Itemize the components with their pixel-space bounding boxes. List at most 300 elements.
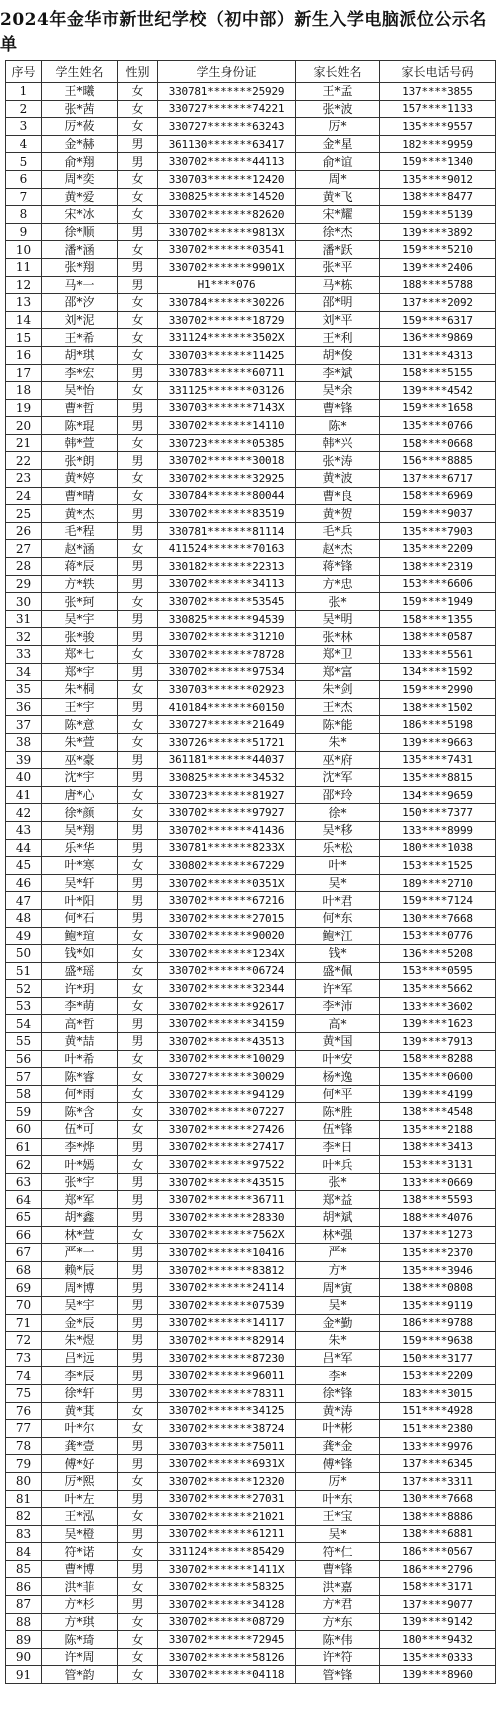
student-name: 叶*左 <box>42 1490 118 1508</box>
parent-name: 吴*余 <box>296 382 380 400</box>
student-id: 330784*******80044 <box>158 487 296 505</box>
table-row <box>6 188 496 206</box>
gender: 女 <box>118 83 158 101</box>
parent-name: 马*栋 <box>296 276 380 294</box>
header-index: 序号 <box>6 61 42 83</box>
row-index: 62 <box>6 1156 42 1174</box>
gender: 男 <box>118 874 158 892</box>
table-row <box>6 821 496 839</box>
student-name: 吴*宇 <box>42 610 118 628</box>
gender: 男 <box>118 1525 158 1543</box>
parent-phone: 135****0333 <box>380 1648 496 1666</box>
student-id: 330702*******43513 <box>158 1033 296 1051</box>
row-index: 24 <box>6 487 42 505</box>
parent-name: 郑*富 <box>296 663 380 681</box>
student-name: 周*博 <box>42 1279 118 1297</box>
row-index: 50 <box>6 945 42 963</box>
student-name: 厉*莜 <box>42 118 118 136</box>
parent-phone: 186****5198 <box>380 716 496 734</box>
parent-phone: 133****9976 <box>380 1437 496 1455</box>
parent-phone: 131****4313 <box>380 346 496 364</box>
student-name: 叶*阳 <box>42 892 118 910</box>
row-index: 10 <box>6 241 42 259</box>
row-index: 37 <box>6 716 42 734</box>
parent-phone: 159****5210 <box>380 241 496 259</box>
parent-name: 方* <box>296 1261 380 1279</box>
parent-phone: 186****2796 <box>380 1560 496 1578</box>
student-id: 330702*******96011 <box>158 1367 296 1385</box>
gender: 男 <box>118 505 158 523</box>
student-id: 330783*******60711 <box>158 364 296 382</box>
gender: 男 <box>118 417 158 435</box>
student-name: 严*一 <box>42 1244 118 1262</box>
row-index: 44 <box>6 839 42 857</box>
table-row <box>6 1525 496 1543</box>
row-index: 31 <box>6 610 42 628</box>
parent-name: 徐* <box>296 804 380 822</box>
student-name: 陈*琦 <box>42 1631 118 1649</box>
student-name: 陈*琨 <box>42 417 118 435</box>
gender: 男 <box>118 1296 158 1314</box>
row-index: 59 <box>6 1103 42 1121</box>
row-index: 53 <box>6 997 42 1015</box>
student-id: 411524*******70163 <box>158 540 296 558</box>
parent-name: 方*东 <box>296 1613 380 1631</box>
table-row <box>6 1226 496 1244</box>
table-row <box>6 945 496 963</box>
gender: 男 <box>118 1015 158 1033</box>
student-name: 朱*煜 <box>42 1332 118 1350</box>
parent-phone: 134****1592 <box>380 663 496 681</box>
parent-phone: 138****0808 <box>380 1279 496 1297</box>
table-row <box>6 1209 496 1227</box>
parent-phone: 139****4542 <box>380 382 496 400</box>
student-id: 330702*******58325 <box>158 1578 296 1596</box>
student-name: 傅*好 <box>42 1455 118 1473</box>
student-id: 330702*******58126 <box>158 1648 296 1666</box>
student-id: 330702*******14110 <box>158 417 296 435</box>
gender: 女 <box>118 206 158 224</box>
gender: 女 <box>118 1068 158 1086</box>
student-id: 330702*******97927 <box>158 804 296 822</box>
row-index: 61 <box>6 1138 42 1156</box>
parent-name: 王*杰 <box>296 698 380 716</box>
student-name: 郑*军 <box>42 1191 118 1209</box>
gender: 男 <box>118 1244 158 1262</box>
table-row <box>6 1033 496 1051</box>
parent-phone: 133****3602 <box>380 997 496 1015</box>
table-row <box>6 1666 496 1684</box>
row-index: 39 <box>6 751 42 769</box>
row-index: 55 <box>6 1033 42 1051</box>
student-id: 330702*******87230 <box>158 1349 296 1367</box>
student-name: 朱*桐 <box>42 681 118 699</box>
parent-name: 乐*松 <box>296 839 380 857</box>
row-index: 69 <box>6 1279 42 1297</box>
student-name: 黄*婷 <box>42 470 118 488</box>
parent-name: 陈*胜 <box>296 1103 380 1121</box>
gender: 女 <box>118 434 158 452</box>
table-row <box>6 786 496 804</box>
gender: 女 <box>118 980 158 998</box>
row-index: 76 <box>6 1402 42 1420</box>
gender: 女 <box>118 170 158 188</box>
row-index: 82 <box>6 1508 42 1526</box>
student-name: 方*琪 <box>42 1613 118 1631</box>
student-id: 330702*******97534 <box>158 663 296 681</box>
table-row <box>6 1121 496 1139</box>
row-index: 42 <box>6 804 42 822</box>
gender: 男 <box>118 610 158 628</box>
student-id: 330702*******27015 <box>158 909 296 927</box>
parent-name: 许*军 <box>296 980 380 998</box>
header-parent-phone: 家长电话号码 <box>380 61 496 83</box>
gender: 女 <box>118 1648 158 1666</box>
parent-name: 邵*玲 <box>296 786 380 804</box>
student-id: 330723*******05385 <box>158 434 296 452</box>
gender: 女 <box>118 311 158 329</box>
parent-phone: 136****5208 <box>380 945 496 963</box>
gender: 男 <box>118 909 158 927</box>
table-row <box>6 980 496 998</box>
parent-name: 叶*东 <box>296 1490 380 1508</box>
parent-name: 赵*杰 <box>296 540 380 558</box>
parent-name: 高* <box>296 1015 380 1033</box>
table-row <box>6 329 496 347</box>
row-index: 90 <box>6 1648 42 1666</box>
student-id: 330702*******21021 <box>158 1508 296 1526</box>
parent-phone: 159****1949 <box>380 593 496 611</box>
row-index: 22 <box>6 452 42 470</box>
parent-name: 王*孟 <box>296 83 380 101</box>
gender: 女 <box>118 382 158 400</box>
parent-name: 朱*剑 <box>296 681 380 699</box>
parent-name: 钱* <box>296 945 380 963</box>
parent-name: 张*涛 <box>296 452 380 470</box>
student-name: 方*杉 <box>42 1596 118 1614</box>
gender: 男 <box>118 1437 158 1455</box>
parent-name: 叶*兵 <box>296 1156 380 1174</box>
header-student-name: 学生姓名 <box>42 61 118 83</box>
student-name: 王*泓 <box>42 1508 118 1526</box>
student-name: 胡*鑫 <box>42 1209 118 1227</box>
parent-name: 严* <box>296 1244 380 1262</box>
row-index: 29 <box>6 575 42 593</box>
gender: 女 <box>118 733 158 751</box>
parent-name: 王*宝 <box>296 1508 380 1526</box>
gender: 女 <box>118 1420 158 1438</box>
parent-name: 叶*君 <box>296 892 380 910</box>
student-id: 330702*******67216 <box>158 892 296 910</box>
table-row <box>6 505 496 523</box>
gender: 男 <box>118 839 158 857</box>
row-index: 45 <box>6 857 42 875</box>
parent-phone: 159****2990 <box>380 681 496 699</box>
parent-phone: 188****4076 <box>380 1209 496 1227</box>
student-id: 330703*******12420 <box>158 170 296 188</box>
parent-name: 郑*益 <box>296 1191 380 1209</box>
row-index: 71 <box>6 1314 42 1332</box>
parent-phone: 135****8815 <box>380 769 496 787</box>
parent-phone: 138****8477 <box>380 188 496 206</box>
table-row <box>6 206 496 224</box>
student-name: 胡*琪 <box>42 346 118 364</box>
gender: 女 <box>118 716 158 734</box>
table-row <box>6 487 496 505</box>
gender: 男 <box>118 452 158 470</box>
gender: 女 <box>118 997 158 1015</box>
student-name: 徐*轩 <box>42 1384 118 1402</box>
table-row <box>6 223 496 241</box>
student-name: 沈*宇 <box>42 769 118 787</box>
parent-phone: 139****8960 <box>380 1666 496 1684</box>
row-index: 54 <box>6 1015 42 1033</box>
gender: 男 <box>118 1349 158 1367</box>
parent-name: 黄*飞 <box>296 188 380 206</box>
row-index: 88 <box>6 1613 42 1631</box>
parent-name: 徐*锋 <box>296 1384 380 1402</box>
student-id: 330702*******82914 <box>158 1332 296 1350</box>
table-body <box>6 83 496 1684</box>
student-id: 330702*******1234X <box>158 945 296 963</box>
table-row <box>6 83 496 101</box>
student-name: 厉*熙 <box>42 1472 118 1490</box>
row-index: 89 <box>6 1631 42 1649</box>
student-id: 330702*******27426 <box>158 1121 296 1139</box>
student-name: 吕*远 <box>42 1349 118 1367</box>
gender: 女 <box>118 294 158 312</box>
parent-name: 黄*涛 <box>296 1402 380 1420</box>
gender: 女 <box>118 1050 158 1068</box>
table-row <box>6 1472 496 1490</box>
gender: 男 <box>118 1261 158 1279</box>
parent-phone: 188****5788 <box>380 276 496 294</box>
student-id: 330702*******14117 <box>158 1314 296 1332</box>
student-name: 张*茜 <box>42 100 118 118</box>
student-id: 330702*******53545 <box>158 593 296 611</box>
row-index: 21 <box>6 434 42 452</box>
row-index: 38 <box>6 733 42 751</box>
student-id: 330702*******90020 <box>158 927 296 945</box>
parent-name: 朱* <box>296 733 380 751</box>
student-id: 330702*******34128 <box>158 1596 296 1614</box>
parent-name: 刘*平 <box>296 311 380 329</box>
row-index: 14 <box>6 311 42 329</box>
parent-phone: 139****9142 <box>380 1613 496 1631</box>
gender: 女 <box>118 470 158 488</box>
student-name: 叶*寒 <box>42 857 118 875</box>
parent-name: 傅*锋 <box>296 1455 380 1473</box>
student-name: 何*雨 <box>42 1085 118 1103</box>
parent-name: 李*沛 <box>296 997 380 1015</box>
parent-phone: 139****1623 <box>380 1015 496 1033</box>
student-name: 盛*瑶 <box>42 962 118 980</box>
gender: 女 <box>118 540 158 558</box>
row-index: 4 <box>6 135 42 153</box>
row-index: 27 <box>6 540 42 558</box>
student-name: 蒋*辰 <box>42 558 118 576</box>
table-row <box>6 874 496 892</box>
student-id: 330825*******14520 <box>158 188 296 206</box>
student-name: 许*周 <box>42 1648 118 1666</box>
parent-name: 叶* <box>296 857 380 875</box>
table-row <box>6 364 496 382</box>
row-index: 80 <box>6 1472 42 1490</box>
student-id: 330702*******07227 <box>158 1103 296 1121</box>
parent-phone: 135****7903 <box>380 522 496 540</box>
row-index: 83 <box>6 1525 42 1543</box>
table-row <box>6 610 496 628</box>
student-name: 唐*心 <box>42 786 118 804</box>
parent-name: 曹*锋 <box>296 1560 380 1578</box>
parent-phone: 180****9432 <box>380 1631 496 1649</box>
row-index: 47 <box>6 892 42 910</box>
table-row <box>6 628 496 646</box>
row-index: 13 <box>6 294 42 312</box>
parent-phone: 139****7913 <box>380 1033 496 1051</box>
student-id: 330802*******67229 <box>158 857 296 875</box>
row-index: 74 <box>6 1367 42 1385</box>
table-row <box>6 276 496 294</box>
table-row <box>6 698 496 716</box>
parent-phone: 186****9788 <box>380 1314 496 1332</box>
table-row <box>6 258 496 276</box>
parent-phone: 135****5662 <box>380 980 496 998</box>
parent-phone: 135****0766 <box>380 417 496 435</box>
row-index: 43 <box>6 821 42 839</box>
gender: 男 <box>118 1033 158 1051</box>
parent-name: 周*寅 <box>296 1279 380 1297</box>
row-index: 20 <box>6 417 42 435</box>
table-row <box>6 716 496 734</box>
student-name: 潘*涵 <box>42 241 118 259</box>
table-row <box>6 399 496 417</box>
table-row <box>6 1261 496 1279</box>
table-row <box>6 1349 496 1367</box>
student-id: 330702*******30018 <box>158 452 296 470</box>
table-row <box>6 1578 496 1596</box>
gender: 女 <box>118 1613 158 1631</box>
gender: 男 <box>118 698 158 716</box>
parent-phone: 134****9659 <box>380 786 496 804</box>
row-index: 63 <box>6 1173 42 1191</box>
header-parent-name: 家长姓名 <box>296 61 380 83</box>
row-index: 73 <box>6 1349 42 1367</box>
parent-name: 符*仁 <box>296 1543 380 1561</box>
table-row <box>6 100 496 118</box>
table-row <box>6 346 496 364</box>
parent-phone: 180****1038 <box>380 839 496 857</box>
parent-name: 李*日 <box>296 1138 380 1156</box>
gender: 女 <box>118 241 158 259</box>
table-row <box>6 1596 496 1614</box>
student-name: 乐*华 <box>42 839 118 857</box>
student-id: 330702*******34125 <box>158 1402 296 1420</box>
parent-name: 林*强 <box>296 1226 380 1244</box>
table-row <box>6 1015 496 1033</box>
row-index: 34 <box>6 663 42 681</box>
student-name: 周*奕 <box>42 170 118 188</box>
parent-name: 沈*军 <box>296 769 380 787</box>
student-name: 吴*宇 <box>42 1296 118 1314</box>
student-id: 330703*******11425 <box>158 346 296 364</box>
gender: 女 <box>118 1543 158 1561</box>
student-name: 黄*杰 <box>42 505 118 523</box>
parent-phone: 151****4928 <box>380 1402 496 1420</box>
table-row <box>6 892 496 910</box>
table-row <box>6 135 496 153</box>
table-row <box>6 962 496 980</box>
parent-name: 吴*明 <box>296 610 380 628</box>
row-index: 78 <box>6 1437 42 1455</box>
parent-phone: 159****9638 <box>380 1332 496 1350</box>
header-gender: 性别 <box>118 61 158 83</box>
parent-phone: 138****6881 <box>380 1525 496 1543</box>
parent-phone: 158****5155 <box>380 364 496 382</box>
gender: 女 <box>118 1666 158 1684</box>
student-id: 330702*******44113 <box>158 153 296 171</box>
parent-name: 张*波 <box>296 100 380 118</box>
parent-phone: 139****4199 <box>380 1085 496 1103</box>
student-name: 郑*宇 <box>42 663 118 681</box>
student-id: 330702*******32925 <box>158 470 296 488</box>
gender: 男 <box>118 1455 158 1473</box>
student-id: 330702*******43515 <box>158 1173 296 1191</box>
student-id: 330702*******9813X <box>158 223 296 241</box>
table-row <box>6 646 496 664</box>
table-row <box>6 1543 496 1561</box>
parent-phone: 159****6317 <box>380 311 496 329</box>
student-id: 410184*******60150 <box>158 698 296 716</box>
student-id: 330702*******03541 <box>158 241 296 259</box>
parent-phone: 150****3177 <box>380 1349 496 1367</box>
parent-name: 厉* <box>296 118 380 136</box>
parent-phone: 138****5593 <box>380 1191 496 1209</box>
gender: 女 <box>118 346 158 364</box>
parent-phone: 157****1133 <box>380 100 496 118</box>
table-row <box>6 997 496 1015</box>
student-name: 王*宇 <box>42 698 118 716</box>
parent-name: 陈* <box>296 417 380 435</box>
student-name: 张*宇 <box>42 1173 118 1191</box>
gender: 女 <box>118 1121 158 1139</box>
table-row <box>6 170 496 188</box>
gender: 女 <box>118 329 158 347</box>
parent-phone: 159****9037 <box>380 505 496 523</box>
student-id: 330702*******10029 <box>158 1050 296 1068</box>
parent-phone: 138****8886 <box>380 1508 496 1526</box>
parent-phone: 137****9077 <box>380 1596 496 1614</box>
row-index: 65 <box>6 1209 42 1227</box>
table-row <box>6 1332 496 1350</box>
student-name: 洪*菲 <box>42 1578 118 1596</box>
table-row <box>6 593 496 611</box>
student-id: 330702*******07539 <box>158 1296 296 1314</box>
student-id: 330702*******32344 <box>158 980 296 998</box>
student-id: 330702*******0351X <box>158 874 296 892</box>
student-name: 毛*程 <box>42 522 118 540</box>
gender: 女 <box>118 1402 158 1420</box>
parent-name: 邵*明 <box>296 294 380 312</box>
student-name: 李*辰 <box>42 1367 118 1385</box>
table-row <box>6 434 496 452</box>
row-index: 35 <box>6 681 42 699</box>
student-id: 330825*******34532 <box>158 769 296 787</box>
row-index: 68 <box>6 1261 42 1279</box>
row-index: 70 <box>6 1296 42 1314</box>
gender: 男 <box>118 892 158 910</box>
gender: 女 <box>118 962 158 980</box>
